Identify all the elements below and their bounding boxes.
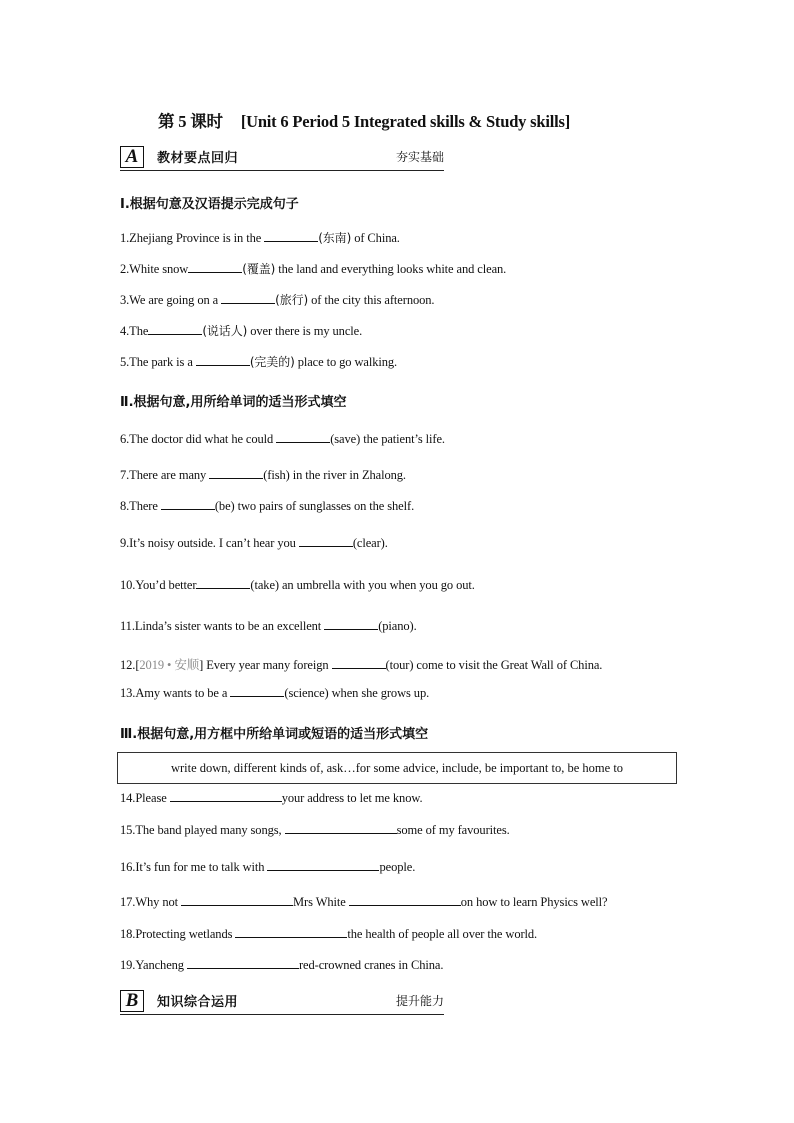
answer-blank[interactable] bbox=[148, 324, 202, 335]
answer-blank[interactable] bbox=[285, 823, 397, 834]
question-16: 16.It’s fun for me to talk with people. bbox=[120, 860, 416, 874]
question-12: 12.[2019 • 安顺] Every year many foreign (tour) come to visit the Great Wall of China. bbox=[120, 658, 603, 672]
question-5: 5.The park is a (完美的) place to go walking. bbox=[120, 355, 398, 369]
banner-a-rule bbox=[120, 170, 444, 171]
answer-blank[interactable] bbox=[161, 499, 215, 510]
answer-blank[interactable] bbox=[235, 927, 347, 938]
answer-blank[interactable] bbox=[196, 355, 250, 366]
question-1: 1.Zhejiang Province is in the (东南) of China. bbox=[120, 231, 400, 245]
question-8: 8.There (be) two pairs of sunglasses on the shelf. bbox=[120, 499, 415, 513]
answer-blank[interactable] bbox=[267, 860, 379, 871]
banner-b-name: 知识综合运用 bbox=[157, 995, 239, 1010]
question-7: 7.There are many (fish) in the river in Zhalong. bbox=[120, 468, 406, 482]
question-11: 11.Linda’s sister wants to be an excellent (piano). bbox=[120, 619, 417, 633]
section-1-title: Ⅰ.根据句意及汉语提示完成句子 bbox=[120, 197, 299, 212]
answer-blank[interactable] bbox=[209, 468, 263, 479]
answer-blank[interactable] bbox=[170, 791, 282, 802]
question-2: 2.White snow (覆盖) the land and everything looks white and clean. bbox=[120, 262, 507, 276]
answer-blank[interactable] bbox=[221, 293, 275, 304]
banner-a-name: 教材要点回归 bbox=[157, 151, 239, 166]
question-15: 15.The band played many songs, some of my favourites. bbox=[120, 823, 510, 837]
section-banner-a bbox=[120, 146, 444, 170]
answer-blank[interactable] bbox=[187, 958, 299, 969]
question-17: 17.Why not Mrs White on how to learn Physics well? bbox=[120, 895, 608, 909]
answer-blank[interactable] bbox=[196, 578, 250, 589]
section-2-title: Ⅱ.根据句意,用所给单词的适当形式填空 bbox=[120, 395, 347, 410]
answer-blank[interactable] bbox=[276, 432, 330, 443]
question-4: 4.The (说话人) over there is my uncle. bbox=[120, 324, 363, 338]
unit-title: [Unit 6 Period 5 Integrated skills & Study skills] bbox=[240, 112, 571, 131]
question-18: 18.Protecting wetlands the health of people all over the world. bbox=[120, 927, 538, 941]
question-3: 3.We are going on a (旅行) of the city this afternoon. bbox=[120, 293, 435, 307]
lesson-number: 第 5 课时 bbox=[158, 112, 223, 131]
question-19: 19.Yancheng red-crowned cranes in China. bbox=[120, 958, 444, 972]
section-3-title: Ⅲ.根据句意,用方框中所给单词或短语的适当形式填空 bbox=[120, 727, 429, 742]
answer-blank[interactable] bbox=[349, 895, 461, 906]
section-banner-b bbox=[120, 990, 444, 1014]
answer-blank[interactable] bbox=[299, 536, 353, 547]
badge-b-icon: B bbox=[120, 990, 144, 1012]
answer-blank[interactable] bbox=[188, 262, 242, 273]
page-title bbox=[158, 108, 570, 132]
answer-blank[interactable] bbox=[264, 231, 318, 242]
question-13: 13.Amy wants to be a (science) when she grows up. bbox=[120, 686, 430, 700]
answer-blank[interactable] bbox=[181, 895, 293, 906]
badge-a-icon: A bbox=[120, 146, 144, 168]
answer-blank[interactable] bbox=[332, 658, 386, 669]
question-14: 14.Please your address to let me know. bbox=[120, 791, 423, 805]
answer-blank[interactable] bbox=[230, 686, 284, 697]
question-source: 2019 • 安顺 bbox=[139, 658, 200, 672]
question-9: 9.It’s noisy outside. I can’t hear you (clear). bbox=[120, 536, 388, 550]
question-10: 10.You’d better (take) an umbrella with you when you go out. bbox=[120, 578, 475, 592]
banner-b-rule bbox=[120, 1014, 444, 1015]
word-box: write down, different kinds of, ask…for some advice, include, be important to, be home to bbox=[117, 752, 677, 784]
question-6: 6.The doctor did what he could (save) the patient’s life. bbox=[120, 432, 445, 446]
answer-blank[interactable] bbox=[324, 619, 378, 630]
banner-a-tag: 夯实基础 bbox=[395, 150, 444, 164]
banner-b-tag: 提升能力 bbox=[395, 994, 444, 1008]
